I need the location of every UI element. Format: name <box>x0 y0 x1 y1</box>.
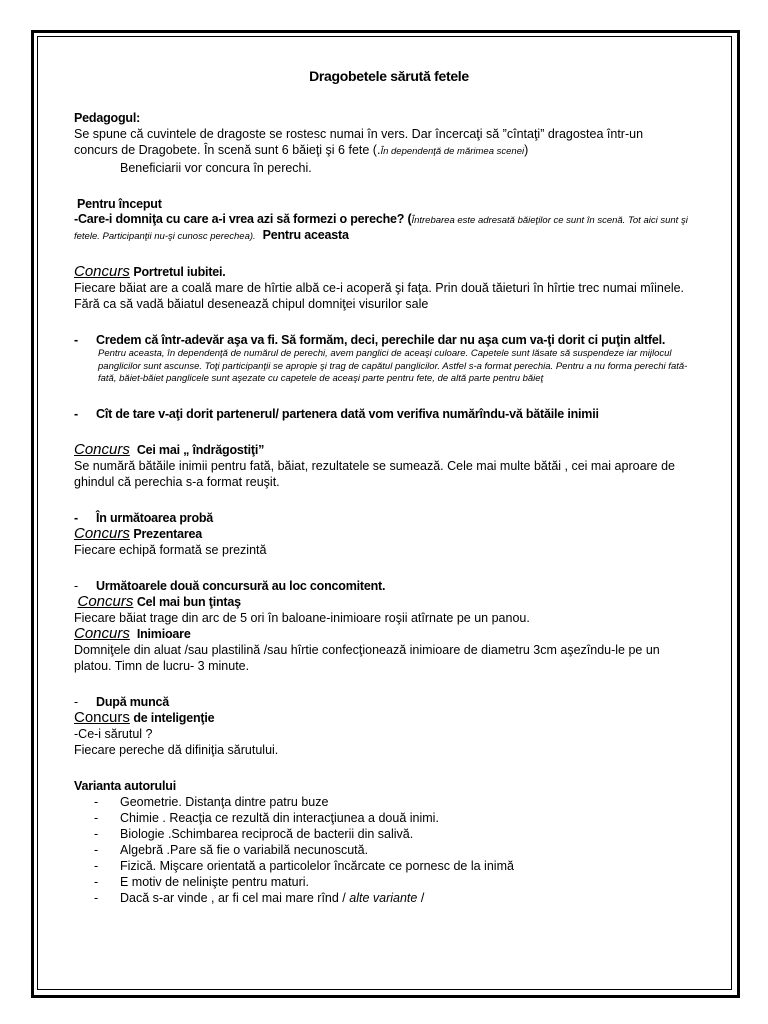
concurs-label: Concurs <box>77 592 134 610</box>
varianta-heading: Varianta autorului <box>74 778 176 793</box>
pedagog-line-1: Se spune că cuvintele de dragoste se rostesc numai în vers. Dar încercaţi să ”cîntaţi” dragostea într-un <box>74 127 644 141</box>
concurs-name: Portretul iubitei. <box>133 265 226 279</box>
concurs-label: Concurs <box>74 524 130 542</box>
list-item: - Biologie .Schimbarea reciprocă de bacterii din salivă. <box>94 826 704 842</box>
concurs-label: Concurs <box>74 624 130 642</box>
concurs-inimioare <box>74 626 704 642</box>
cit-line <box>74 406 704 422</box>
concurs-inteligentie-line-1: -Ce-i sărutul ? <box>74 726 153 741</box>
concurs-inteligentie-line-2: Fiecare pereche dă difiniţia sărutului. <box>74 742 279 757</box>
concurs-prezentarea-line-1: Fiecare echipă formată se prezintă <box>74 542 267 557</box>
concurs-indragostiti-line-1: Se numără bătăile inimii pentru fată, băiat, rezultatele se sumează. Cele mai multe bătăi , cei mai aproare de <box>74 458 676 473</box>
last-item-close: / <box>417 890 425 905</box>
pedagog-heading: Pedagogul: <box>74 111 141 125</box>
pedagog-line-2 <box>74 142 704 160</box>
concurs-tintas <box>74 594 704 610</box>
concurs-name: Cei mai „ îndrăgostiţi” <box>136 442 265 457</box>
dash: - <box>74 510 79 525</box>
dupa-text: După muncă <box>96 694 170 709</box>
inceput-question <box>74 212 704 244</box>
concurs-inimioare-line-2: platou. Timn de lucru- 3 minute. <box>74 658 250 673</box>
list-item: - Geometrie. Distanţa dintre patru buze <box>94 794 704 810</box>
varianta-list <box>74 794 704 906</box>
dash: - <box>74 694 79 709</box>
credem-note: Pentru aceasta, în dependenţă de numărul de perechi, avem panglici de aceaşi culoare. Capetele sunt lăsate să suspendeze iar mijlocul panglicilor sunt ascunse. Toţi participanţii se apropie şi trag de capătul panglicilor. Astfel s-a format perechia. Pentru a nu forma perechi fată-fată, băiet-băiet panglicele sunt aşezate cu capetele de aceaşi parte pentru fete, de altă parte pentru băieţ <box>98 348 688 384</box>
last-item-italic: alte variante <box>349 890 418 905</box>
concurs-portret-line-2: Fără ca să vadă băiatul desenează chipul domniţei visurilor sale <box>74 297 429 311</box>
urmatoarele-text: Următoarele două concursură au loc concomitent. <box>96 578 386 593</box>
concurs-name: Prezentarea <box>133 526 203 541</box>
urmatoarele-line <box>74 578 704 594</box>
dash: - <box>74 333 79 347</box>
dash: - <box>74 406 79 421</box>
concurs-tintas-line-1: Fiecare băiat trage din arc de 5 ori în baloane-inimioare roşii atîrnate pe un panou. <box>74 610 530 625</box>
concurs-inimioare-line-1: Domniţele din aluat /sau plastilină /sau hîrtie confecţionează inimioare de diametru 3cm aşezîndu-le pe un <box>74 642 660 657</box>
pedagog-line-3: Beneficiarii vor concura în perechi. <box>120 161 312 175</box>
document-title: Dragobetele sărută fetele <box>309 68 469 84</box>
concurs-inteligentie <box>74 710 704 726</box>
dash: - <box>74 578 79 593</box>
pedagog-line-2-close: ) <box>524 143 529 157</box>
document-body <box>74 68 704 906</box>
credem-line <box>74 332 704 348</box>
dupa-line <box>74 694 704 710</box>
concurs-portret <box>74 264 704 280</box>
pedagog-line-2-note: În dependenţă de mărimea scenei <box>380 146 525 157</box>
urmatoarea-text: În următoarea probă <box>96 510 214 525</box>
list-item <box>94 890 704 906</box>
concurs-label: Concurs <box>74 263 130 280</box>
list-item: - Algebră .Pare să fie o variabilă necunoscută. <box>94 842 704 858</box>
inceput-heading: Pentru început <box>77 197 162 211</box>
concurs-portret-line-1: Fiecare băiat are a coală mare de hîrtie albă ce-i acoperă şi faţa. Prin două tăieturi în hîrtie trec numai mîinele. <box>74 281 685 295</box>
inceput-note: Întrebarea este adresată băieţilor ce sunt în scenă. Tot aici sunt şi fetele. Participanţii nu-şi cunosc perechea). <box>74 215 688 242</box>
concurs-label: Concurs <box>74 440 130 458</box>
concurs-indragostiti <box>74 442 704 458</box>
inceput-tail: Pentru aceasta <box>262 228 349 242</box>
inceput-question-text: -Care-i domniţa cu care a-i vrea azi să formezi o pereche? ( <box>74 212 412 226</box>
concurs-prezentarea <box>74 526 704 542</box>
concurs-name: Cel mai bun ţintaş <box>136 594 241 609</box>
concurs-name: de inteligenţie <box>133 710 215 725</box>
pedagog-line-2-text: concurs de Dragobete. În scenă sunt 6 băieţi şi 6 fete (. <box>74 143 381 157</box>
concurs-label: Concurs <box>74 708 130 726</box>
credem-text: Credem că într-adevăr aşa va fi. Să formăm, deci, perechile dar nu aşa cum va-ţi dorit ci puţin altfel. <box>96 333 666 347</box>
list-item: - Fizică. Mişcare orientată a particolelor încărcate ce pornesc de la inimă <box>94 858 704 874</box>
urmatoarea-line <box>74 510 704 526</box>
concurs-name: Inimioare <box>136 626 191 641</box>
list-item: - Chimie . Reacţia ce rezultă din interacţiunea a două inimi. <box>94 810 704 826</box>
last-item-text: Dacă s-ar vinde , ar fi cel mai mare rînd / <box>120 890 350 905</box>
list-item: - E motiv de nelinişte pentru maturi. <box>94 874 704 890</box>
concurs-indragostiti-line-2: ghindul că perechia s-a format reuşit. <box>74 474 280 489</box>
cit-text: Cît de tare v-aţi dorit partenerul/ partenera dată vom verifiva numărîndu-vă bătăile inimii <box>96 406 599 421</box>
